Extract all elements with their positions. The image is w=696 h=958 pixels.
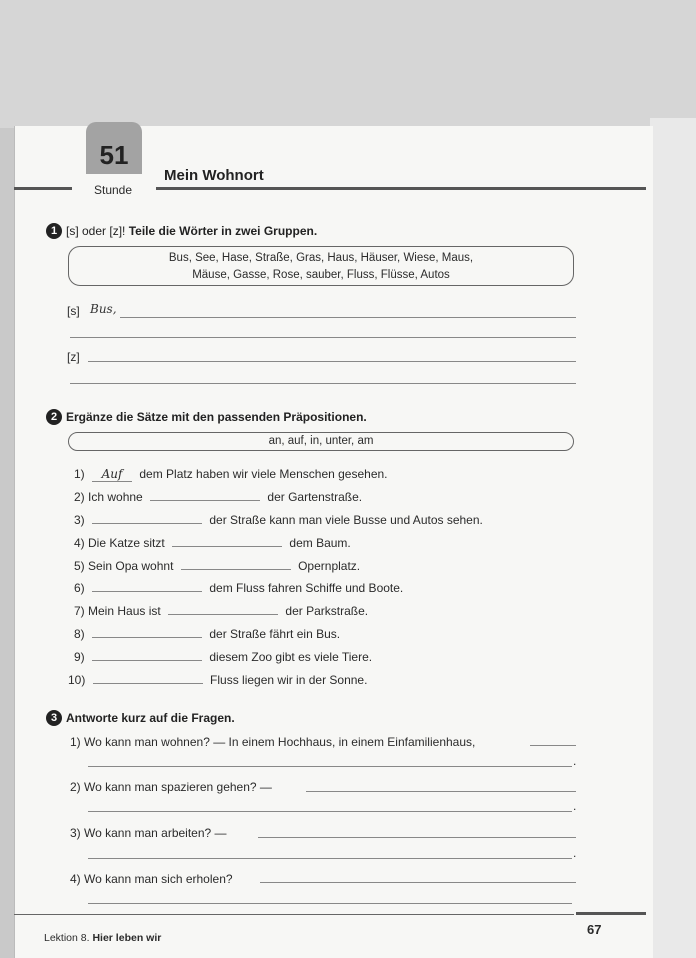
sentence-2 — [74, 490, 362, 504]
sentence-5-blank[interactable] — [181, 559, 291, 570]
sentence-4-blank[interactable] — [172, 536, 282, 547]
sentence-6 — [74, 581, 403, 595]
sentence-number: 1) — [74, 467, 85, 481]
sentence-7 — [74, 604, 368, 618]
task1-word-box — [68, 246, 574, 286]
sentence-text: der Straße kann man viele Busse und Autos sehen. — [209, 513, 483, 527]
sentence-9-blank[interactable] — [92, 650, 202, 661]
sentence-7-blank[interactable] — [168, 604, 278, 615]
sentence-text: der Straße fährt ein Bus. — [209, 627, 341, 641]
group-s-line-2[interactable] — [70, 337, 576, 338]
sentence-text: Ich wohne — [88, 490, 143, 504]
footer-rule-right — [576, 912, 646, 915]
footer-lesson-number: Lektion 8. — [44, 932, 90, 944]
page-number: 67 — [587, 922, 602, 937]
answer-2-line-b[interactable] — [88, 811, 572, 812]
lesson-number: 51 — [99, 140, 129, 170]
scan-background-left — [0, 128, 14, 958]
task1-number: 1 — [46, 223, 62, 239]
sentence-8 — [74, 627, 340, 641]
question-number: 4) — [70, 872, 81, 886]
sentence-6-blank[interactable] — [92, 581, 202, 592]
sentence-4 — [74, 536, 351, 550]
sentence-number: 7) — [74, 604, 85, 618]
page-title: Mein Wohnort — [164, 167, 264, 184]
answer-3-line-b[interactable] — [88, 858, 572, 859]
sentence-number: 4) — [74, 536, 85, 550]
footer-lesson — [44, 932, 161, 944]
sentence-text: Fluss liegen wir in der Sonne. — [210, 673, 368, 687]
question-3 — [70, 826, 227, 840]
sentence-number: 6) — [74, 581, 85, 595]
sentence-3-blank[interactable] — [92, 513, 202, 524]
page-edge-right — [650, 118, 696, 958]
sentence-10-blank[interactable] — [93, 673, 203, 684]
question-text: Wo kann man sich erholen? — [84, 872, 233, 886]
header-rule-right — [156, 187, 646, 190]
sentence-number: 9) — [74, 650, 85, 664]
sentence-9 — [74, 650, 372, 664]
task1-title — [66, 224, 317, 238]
task1-words-line2: Mäuse, Gasse, Rose, sauber, Fluss, Flüsse, Autos — [192, 269, 450, 281]
sentence-number: 8) — [74, 627, 85, 641]
sentence-number: 10) — [68, 673, 86, 687]
group-s-label: [s] — [67, 304, 80, 318]
sentence-10 — [68, 673, 367, 687]
question-1 — [70, 735, 475, 749]
sentence-text: der Gartenstraße. — [267, 490, 363, 504]
answer-4-line-b[interactable] — [88, 903, 572, 904]
sentence-1 — [74, 467, 388, 482]
task3-title: Antworte kurz auf die Fragen. — [66, 711, 235, 725]
sentence-text: diesem Zoo gibt es viele Tiere. — [209, 650, 373, 664]
task2-number: 2 — [46, 409, 62, 425]
answer-1-line-a[interactable] — [530, 745, 576, 746]
question-4 — [70, 872, 233, 886]
lesson-unit-label: Stunde — [94, 183, 133, 197]
answer-1-line-b[interactable] — [88, 766, 572, 767]
sentence-number: 2) — [74, 490, 85, 504]
task2-options-box: an, auf, in, unter, am — [68, 432, 574, 451]
question-2 — [70, 780, 272, 794]
task3-number: 3 — [46, 710, 62, 726]
sentence-text: dem Baum. — [289, 536, 351, 550]
answer-2-period: . — [573, 799, 577, 813]
task1-words-line1: Bus, See, Hase, Straße, Gras, Haus, Häuser, Wiese, Maus, — [168, 252, 474, 264]
group-z-label: [z] — [67, 350, 80, 364]
task1-title-text: Teile die Wörter in zwei Gruppen. — [128, 224, 318, 238]
group-s-answer[interactable]: Bus, — [90, 302, 117, 316]
sentence-text: Opernplatz. — [298, 559, 361, 573]
group-z-line-2[interactable] — [70, 383, 576, 384]
question-text: Wo kann man spazieren gehen? — — [84, 780, 272, 794]
question-number: 2) — [70, 780, 81, 794]
sentence-text: dem Platz haben wir viele Menschen gesehen. — [139, 467, 388, 481]
sentence-text: dem Fluss fahren Schiffe und Boote. — [209, 581, 404, 595]
question-number: 1) — [70, 735, 81, 749]
sentence-1-answer[interactable]: Auf — [92, 467, 132, 482]
sentence-text: Die Katze sitzt — [88, 536, 165, 550]
footer-lesson-title: Hier leben wir — [92, 932, 162, 944]
scan-background-top — [0, 0, 696, 128]
sentence-number: 5) — [74, 559, 85, 573]
sentence-text: der Parkstraße. — [285, 604, 369, 618]
sentence-5 — [74, 559, 360, 573]
group-s-line-1[interactable] — [120, 317, 576, 318]
sentence-8-blank[interactable] — [92, 627, 202, 638]
sentence-text: Sein Opa wohnt — [88, 559, 174, 573]
answer-3-period: . — [573, 846, 577, 860]
answer-3-line-a[interactable] — [258, 837, 576, 838]
answer-1-period: . — [573, 754, 577, 768]
sentence-number: 3) — [74, 513, 85, 527]
task2-title: Ergänze die Sätze mit den passenden Präpositionen. — [66, 410, 367, 424]
question-text: Wo kann man wohnen? — In einem Hochhaus, in einem Einfamilienhaus, — [84, 735, 476, 749]
sentence-text: Mein Haus ist — [88, 604, 161, 618]
answer-4-line-a[interactable] — [260, 882, 576, 883]
sentence-3 — [74, 513, 483, 527]
task1-title-prefix: [s] oder [z]! — [66, 224, 126, 238]
group-z-line-1[interactable] — [88, 361, 576, 362]
question-number: 3) — [70, 826, 81, 840]
answer-2-line-a[interactable] — [306, 791, 576, 792]
sentence-2-blank[interactable] — [150, 490, 260, 501]
footer-rule — [14, 914, 574, 915]
question-text: Wo kann man arbeiten? — — [84, 826, 227, 840]
header-rule-left — [14, 187, 72, 190]
